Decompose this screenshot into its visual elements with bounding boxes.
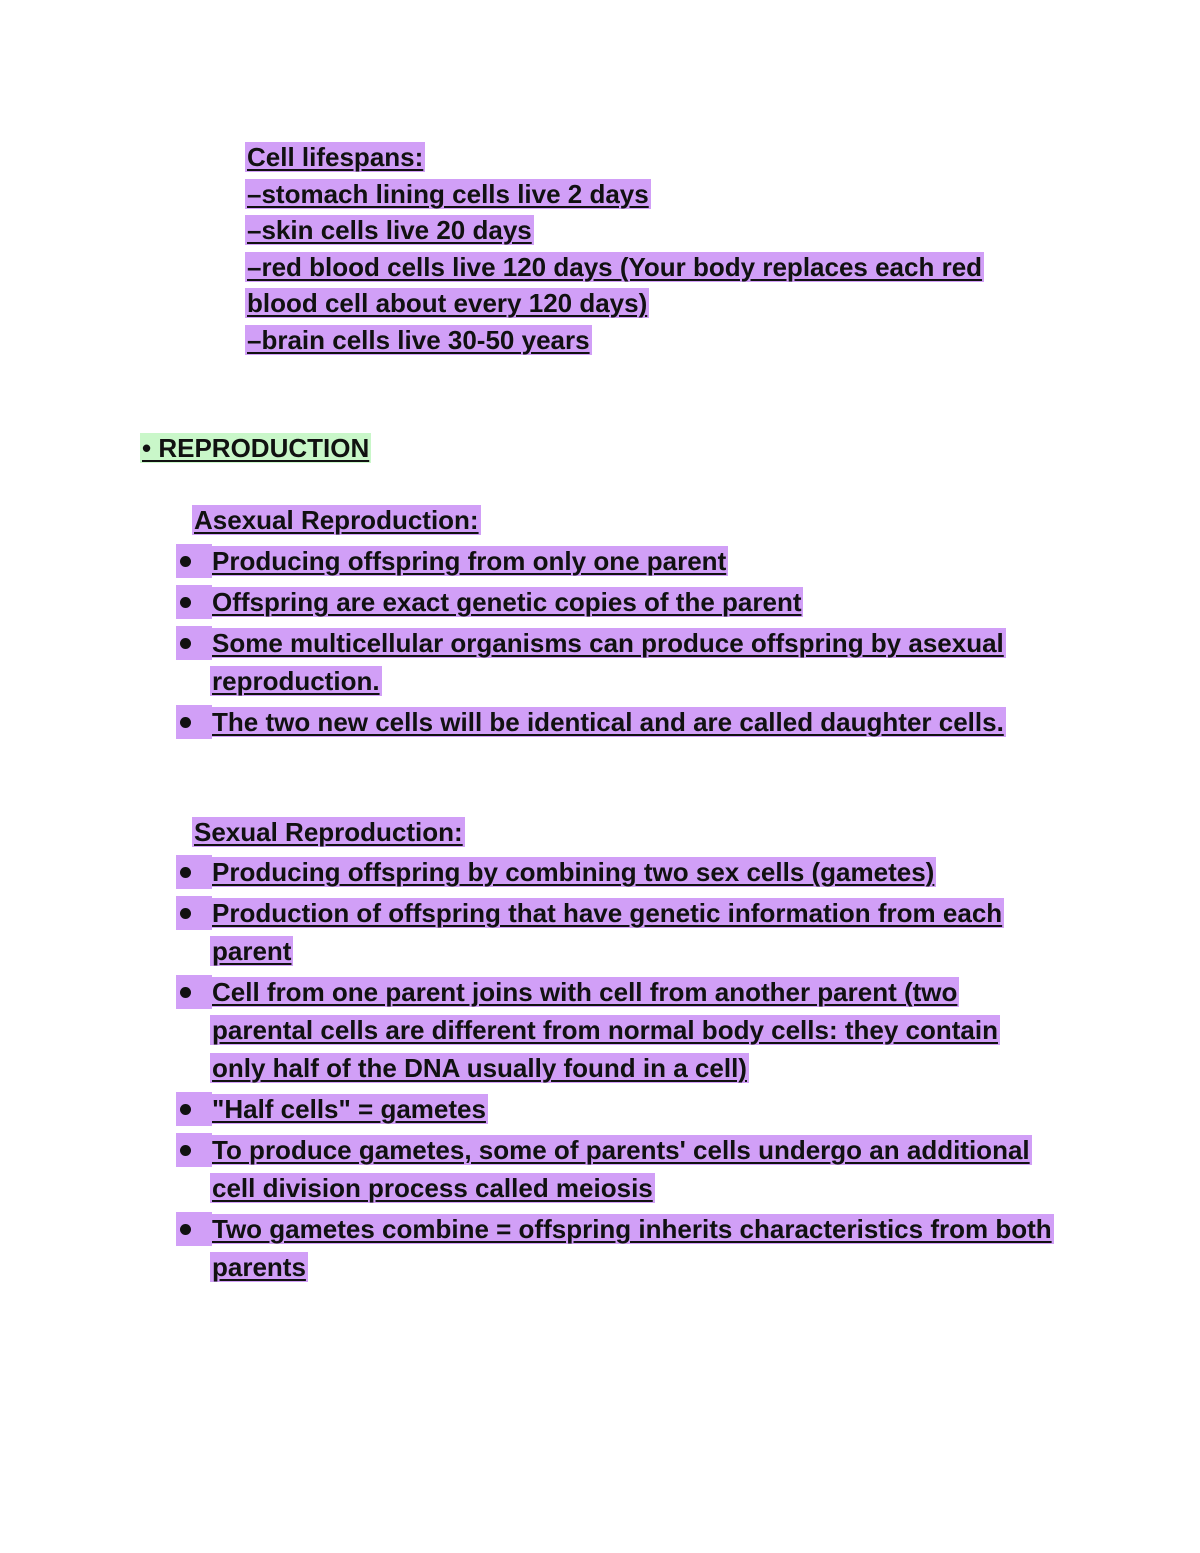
lifespan-line: –red blood cells live 120 days (Your body replaces each red bbox=[247, 251, 983, 282]
bullet-icon bbox=[180, 867, 191, 878]
list-item: Producing offspring from only one parent bbox=[176, 542, 1056, 580]
lifespans-heading: Cell lifespans: bbox=[247, 142, 424, 172]
bullet-icon bbox=[180, 987, 191, 998]
bullet-icon bbox=[180, 1145, 191, 1156]
list-item: To produce gametes, some of parents' cells undergo an additional cell division process called meiosis bbox=[176, 1131, 1056, 1207]
lifespan-line: –skin cells live 20 days bbox=[247, 215, 532, 246]
list-item: Cell from one parent joins with cell from another parent (two parental cells are different from normal body cells: they contain only half of the DNA usually found in a cell) bbox=[176, 973, 1056, 1087]
reproduction-heading: • REPRODUCTION bbox=[142, 433, 370, 463]
lifespan-line: blood cell about every 120 days) bbox=[247, 288, 648, 319]
asexual-heading: Asexual Reproduction: bbox=[194, 505, 479, 535]
sexual-heading: Sexual Reproduction: bbox=[194, 817, 463, 847]
lifespan-line: –brain cells live 30-50 years bbox=[247, 324, 590, 355]
bullet-icon bbox=[180, 1224, 191, 1235]
list-item: Some multicellular organisms can produce offspring by asexual reproduction. bbox=[176, 624, 1056, 700]
list-item: Offspring are exact genetic copies of the parent bbox=[176, 583, 1056, 621]
list-item: Production of offspring that have genetic information from each parent bbox=[176, 894, 1056, 970]
list-item: "Half cells" = gametes bbox=[176, 1090, 1056, 1128]
bullet-icon bbox=[180, 717, 191, 728]
lifespan-line: –stomach lining cells live 2 days bbox=[247, 178, 649, 209]
bullet-icon bbox=[180, 1104, 191, 1115]
bullet-icon bbox=[180, 556, 191, 567]
list-item: Two gametes combine = offspring inherits characteristics from both parents bbox=[176, 1210, 1056, 1286]
asexual-list bbox=[176, 542, 1056, 744]
list-item: Producing offspring by combining two sex cells (gametes) bbox=[176, 853, 1056, 891]
list-item: The two new cells will be identical and are called daughter cells. bbox=[176, 703, 1056, 741]
bullet-icon bbox=[180, 638, 191, 649]
bullet-icon bbox=[180, 908, 191, 919]
cell-lifespans-block bbox=[245, 139, 1045, 359]
sexual-list bbox=[176, 853, 1056, 1289]
bullet-icon bbox=[180, 597, 191, 608]
